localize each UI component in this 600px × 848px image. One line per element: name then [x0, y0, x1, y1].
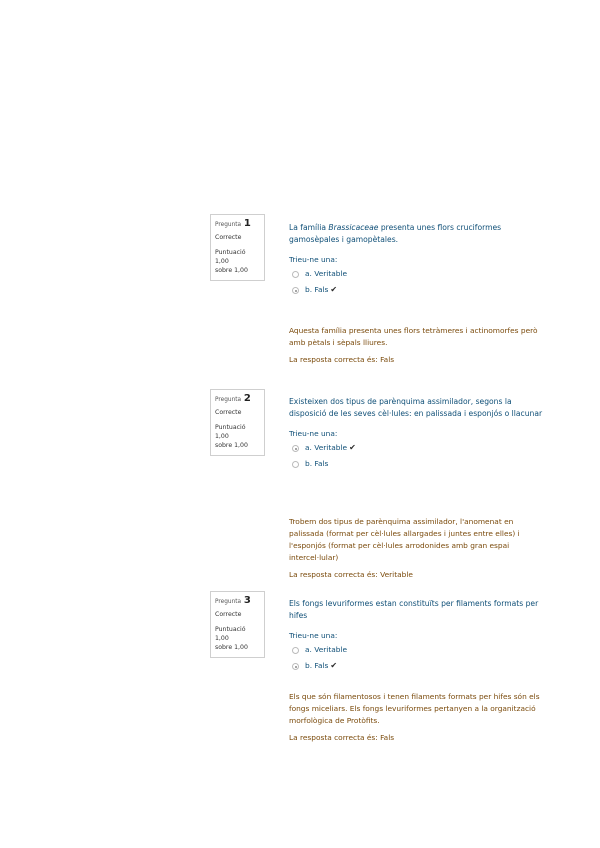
specific-feedback: Els que són filamentosos i tenen filaments formats per hifes són els fongs miceliars. Els fongs levuriformes pertanyen a la organització morfològica de Protòfits.: [289, 692, 540, 725]
question-number-value: 3: [243, 595, 251, 606]
grade-line-2: sobre 1,00: [215, 442, 248, 449]
right-answer: La resposta correcta és: Veritable: [289, 570, 413, 579]
option-b[interactable]: [289, 458, 549, 470]
option-a[interactable]: [289, 644, 549, 656]
radio-button-selected[interactable]: [292, 445, 299, 452]
grade-line-2: sobre 1,00: [215, 267, 248, 274]
question-number: [215, 394, 260, 405]
option-a[interactable]: [289, 442, 549, 454]
question-grade: [215, 423, 260, 450]
grade-line-1: Puntuació 1,00: [215, 249, 246, 265]
answer-prompt: Trieu-ne una:: [289, 429, 338, 438]
feedback-block: [289, 325, 549, 366]
radio-button[interactable]: [292, 271, 299, 278]
question-label: Pregunta: [215, 222, 242, 228]
question-text: [289, 222, 549, 246]
answer-prompt: Trieu-ne una:: [289, 255, 338, 264]
option-b[interactable]: [289, 660, 549, 672]
question-state: Correcte: [215, 234, 242, 241]
grade-line-1: Puntuació 1,00: [215, 626, 246, 642]
question-text-italic: Brassicaceae: [328, 223, 379, 232]
question-number: [215, 219, 260, 230]
right-answer: La resposta correcta és: Fals: [289, 733, 395, 742]
question-state: Correcte: [215, 409, 242, 416]
answer-prompt: Trieu-ne una:: [289, 631, 338, 640]
question-text: [289, 396, 549, 420]
question-number: [215, 596, 260, 607]
question-text-part: Els fongs levuriformes estan constituïts per filaments formats per hifes: [289, 599, 539, 620]
right-answer: La resposta correcta és: Fals: [289, 355, 395, 364]
specific-feedback: Trobem dos tipus de parènquima assimilador, l'anomenat en palissada (format per cèl·lules allargades i juntes entre elles) i l'esponjós (format per cèl·lules arrodonides amb gran espai intercel·lular): [289, 517, 520, 562]
option-label: a. Veritable: [305, 443, 348, 452]
question-label: Pregunta: [215, 397, 242, 403]
question-content: [289, 396, 549, 470]
question-content: [289, 222, 549, 296]
grade-line-1: Puntuació 1,00: [215, 424, 246, 440]
radio-button[interactable]: [292, 647, 299, 654]
feedback-block: [289, 691, 549, 744]
question-text: [289, 598, 549, 622]
check-icon: ✔: [330, 285, 338, 294]
question-grade: [215, 625, 260, 652]
check-icon: ✔: [349, 443, 356, 452]
option-label: a. Veritable: [305, 645, 348, 654]
option-label: b. Fals: [305, 661, 329, 670]
question-content: [289, 598, 549, 672]
radio-button-selected[interactable]: [292, 663, 299, 670]
question-info-box: [210, 591, 265, 658]
question-label: Pregunta: [215, 599, 242, 605]
option-b[interactable]: [289, 284, 549, 296]
radio-button[interactable]: [292, 461, 299, 468]
check-icon: ✔: [330, 661, 338, 670]
option-label: a. Veritable: [305, 269, 348, 278]
question-grade: [215, 248, 260, 275]
question-text-part: La família: [289, 223, 329, 232]
option-a[interactable]: [289, 268, 549, 280]
question-number-value: 1: [243, 218, 251, 229]
question-info-box: [210, 389, 265, 456]
question-text-part: Existeixen dos tipus de parènquima assimilador, segons la disposició de les seves cèl·lules: en palissada i esponjós o llacunar: [289, 397, 543, 418]
question-text-part: presenta unes flors cruciformes gamosèpales i gamopètales.: [289, 223, 502, 244]
question-number-value: 2: [243, 393, 251, 404]
question-state: Correcte: [215, 611, 242, 618]
option-label: b. Fals: [305, 459, 329, 468]
grade-line-2: sobre 1,00: [215, 644, 248, 651]
feedback-block: [289, 516, 549, 581]
specific-feedback: Aquesta família presenta unes flors tetràmeres i actinomorfes però amb pètals i sèpals lliures.: [289, 326, 538, 347]
question-info-box: [210, 214, 265, 281]
option-label: b. Fals: [305, 285, 329, 294]
radio-button-selected[interactable]: [292, 287, 299, 294]
